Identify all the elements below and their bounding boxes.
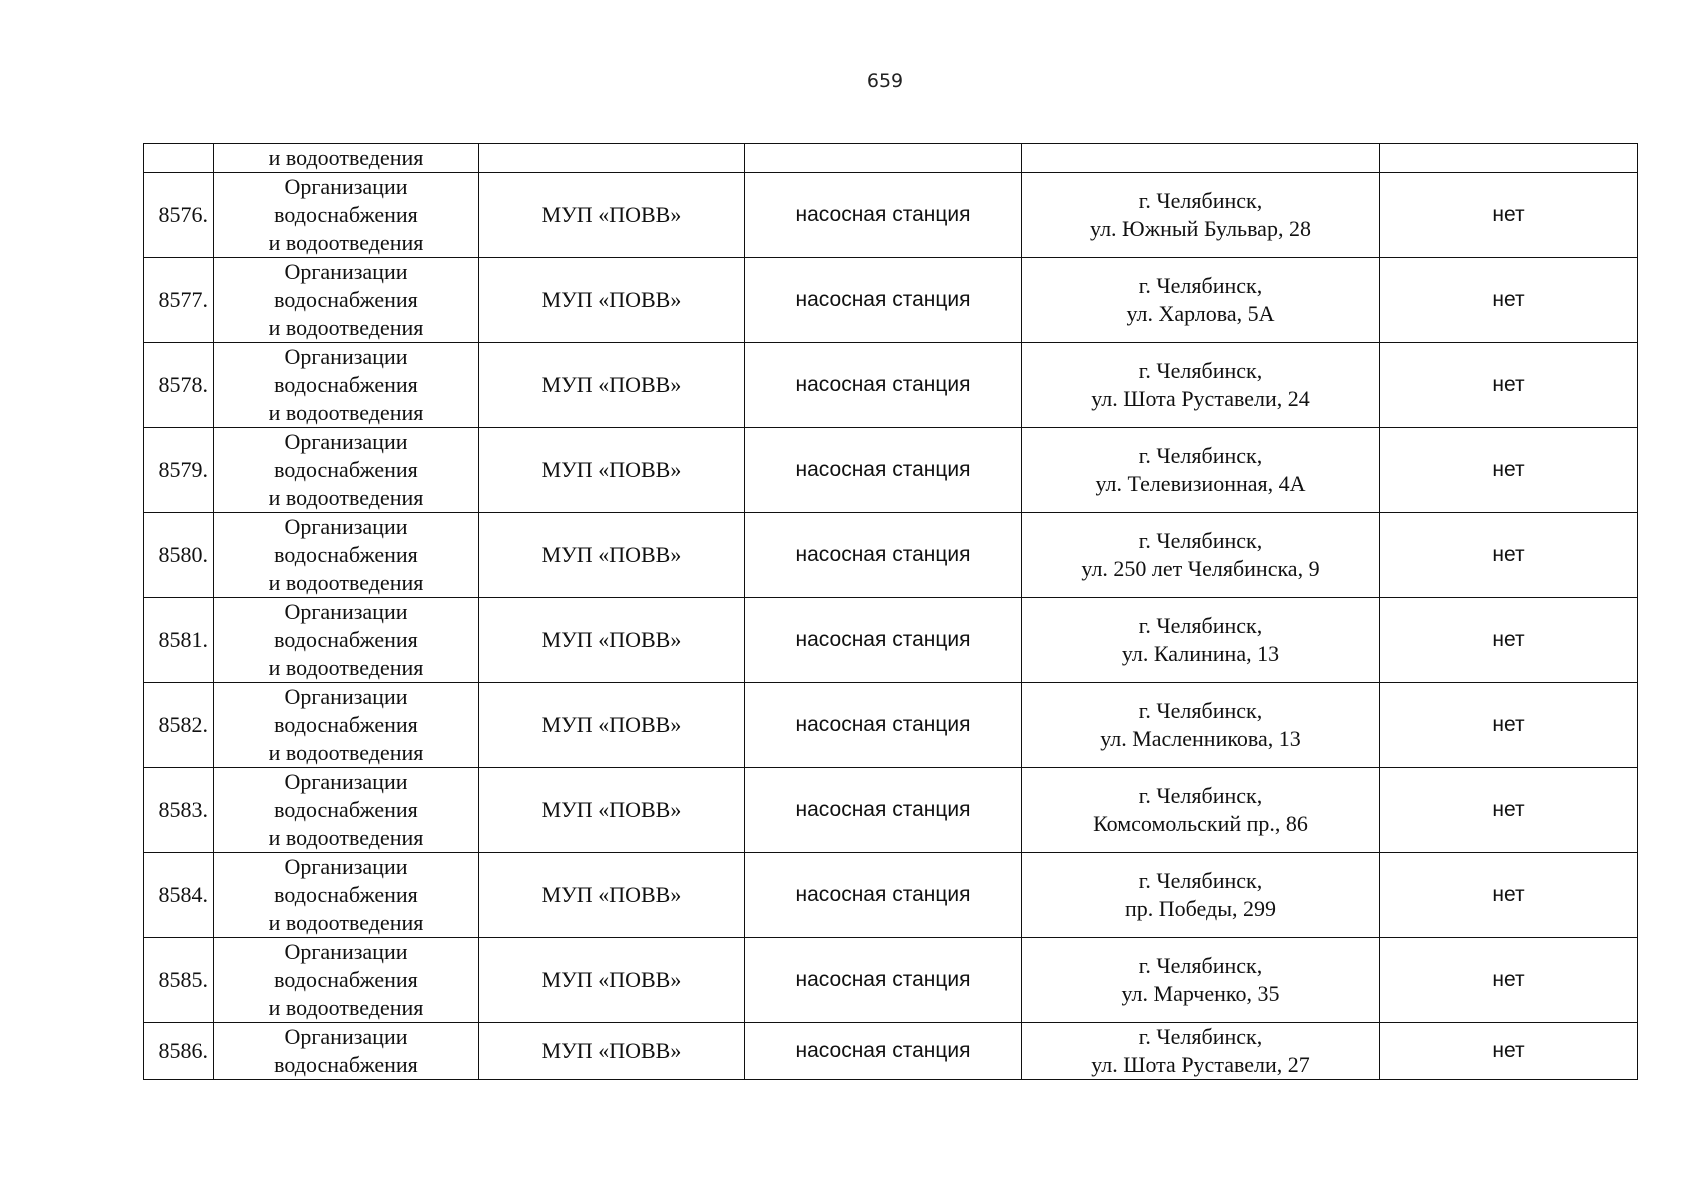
cell-flag: нет xyxy=(1380,683,1638,768)
org-type-line: и водоотведения xyxy=(268,400,424,425)
org-type-line: Организации xyxy=(284,344,408,369)
cell-owner: МУП «ПОВВ» xyxy=(479,768,745,853)
org-type-line: водоснабжения xyxy=(274,457,418,482)
org-type-line: Организации xyxy=(284,684,408,709)
cell-owner: МУП «ПОВВ» xyxy=(479,853,745,938)
table-row xyxy=(144,258,1638,343)
address-line: ул. 250 лет Челябинска, 9 xyxy=(1081,556,1320,581)
address-line: г. Челябинск, xyxy=(1138,698,1263,723)
address-line: г. Челябинск, xyxy=(1138,188,1263,213)
table-row xyxy=(144,938,1638,1023)
address-line: ул. Харлова, 5А xyxy=(1126,301,1275,326)
org-type-line: и водоотведения xyxy=(268,570,424,595)
address-line: ул. Калинина, 13 xyxy=(1121,641,1280,666)
registry-table xyxy=(143,143,1638,1080)
cell-owner: МУП «ПОВВ» xyxy=(479,258,745,343)
cell-number: 8577. xyxy=(144,258,214,343)
table-row xyxy=(144,1023,1638,1080)
org-type-line: и водоотведения xyxy=(268,655,424,680)
cell-flag: нет xyxy=(1380,853,1638,938)
cell-address xyxy=(1022,144,1380,173)
address-line: ул. Шота Руставели, 27 xyxy=(1091,1052,1310,1077)
cell-address xyxy=(1022,853,1380,938)
cell-org-type xyxy=(214,938,479,1023)
cell-number: 8584. xyxy=(144,853,214,938)
cell-object: насосная станция xyxy=(745,513,1022,598)
cell-org-type xyxy=(214,258,479,343)
table-row xyxy=(144,513,1638,598)
cell-address xyxy=(1022,173,1380,258)
cell-object xyxy=(745,144,1022,173)
org-type-line: и водоотведения xyxy=(268,145,424,170)
cell-org-type xyxy=(214,144,479,173)
cell-org-type xyxy=(214,1023,479,1080)
address-line: ул. Южный Бульвар, 28 xyxy=(1090,216,1311,241)
org-type-line: Организации xyxy=(284,769,408,794)
cell-object: насосная станция xyxy=(745,598,1022,683)
table-row xyxy=(144,853,1638,938)
cell-flag: нет xyxy=(1380,173,1638,258)
cell-org-type xyxy=(214,768,479,853)
address-line: г. Челябинск, xyxy=(1138,358,1263,383)
org-type-line: водоснабжения xyxy=(274,1052,418,1077)
cell-object: насосная станция xyxy=(745,683,1022,768)
cell-number: 8582. xyxy=(144,683,214,768)
cell-address xyxy=(1022,258,1380,343)
cell-flag: нет xyxy=(1380,428,1638,513)
cell-org-type xyxy=(214,428,479,513)
address-line: г. Челябинск, xyxy=(1138,613,1263,638)
cell-flag: нет xyxy=(1380,598,1638,683)
cell-owner: МУП «ПОВВ» xyxy=(479,173,745,258)
table-row xyxy=(144,768,1638,853)
cell-object: насосная станция xyxy=(745,173,1022,258)
cell-object: насосная станция xyxy=(745,258,1022,343)
org-type-line: и водоотведения xyxy=(268,825,424,850)
continuation-row xyxy=(144,144,1638,173)
address-line: ул. Марченко, 35 xyxy=(1121,981,1280,1006)
cell-number: 8583. xyxy=(144,768,214,853)
cell-number: 8586. xyxy=(144,1023,214,1080)
cell-org-type xyxy=(214,683,479,768)
cell-number: 8585. xyxy=(144,938,214,1023)
org-type-line: Организации xyxy=(284,429,408,454)
cell-address xyxy=(1022,683,1380,768)
org-type-line: водоснабжения xyxy=(274,202,418,227)
cell-number xyxy=(144,144,214,173)
address-line: г. Челябинск, xyxy=(1138,783,1263,808)
org-type-line: Организации xyxy=(284,854,408,879)
org-type-line: водоснабжения xyxy=(274,712,418,737)
cell-flag: нет xyxy=(1380,513,1638,598)
cell-flag: нет xyxy=(1380,768,1638,853)
cell-object: насосная станция xyxy=(745,768,1022,853)
cell-address xyxy=(1022,428,1380,513)
address-line: ул. Масленникова, 13 xyxy=(1100,726,1301,751)
cell-org-type xyxy=(214,598,479,683)
cell-org-type xyxy=(214,343,479,428)
org-type-line: водоснабжения xyxy=(274,967,418,992)
address-line: г. Челябинск, xyxy=(1138,528,1263,553)
page-number: 659 xyxy=(866,70,904,92)
cell-owner xyxy=(479,144,745,173)
cell-object: насосная станция xyxy=(745,1023,1022,1080)
org-type-line: и водоотведения xyxy=(268,995,424,1020)
cell-number: 8580. xyxy=(144,513,214,598)
address-line: ул. Телевизионная, 4А xyxy=(1095,471,1306,496)
cell-owner: МУП «ПОВВ» xyxy=(479,343,745,428)
cell-owner: МУП «ПОВВ» xyxy=(479,428,745,513)
address-line: г. Челябинск, xyxy=(1138,1024,1263,1049)
cell-number: 8576. xyxy=(144,173,214,258)
org-type-line: водоснабжения xyxy=(274,287,418,312)
cell-flag: нет xyxy=(1380,258,1638,343)
org-type-line: Организации xyxy=(284,939,408,964)
cell-org-type xyxy=(214,853,479,938)
address-line: г. Челябинск, xyxy=(1138,273,1263,298)
cell-flag xyxy=(1380,144,1638,173)
org-type-line: водоснабжения xyxy=(274,542,418,567)
org-type-line: и водоотведения xyxy=(268,485,424,510)
cell-number: 8579. xyxy=(144,428,214,513)
org-type-line: Организации xyxy=(284,514,408,539)
cell-org-type xyxy=(214,173,479,258)
cell-number: 8581. xyxy=(144,598,214,683)
cell-number: 8578. xyxy=(144,343,214,428)
cell-object: насосная станция xyxy=(745,343,1022,428)
org-type-line: водоснабжения xyxy=(274,372,418,397)
org-type-line: водоснабжения xyxy=(274,627,418,652)
cell-address xyxy=(1022,768,1380,853)
org-type-line: и водоотведения xyxy=(268,230,424,255)
org-type-line: Организации xyxy=(284,259,408,284)
address-line: г. Челябинск, xyxy=(1138,953,1263,978)
org-type-line: и водоотведения xyxy=(268,910,424,935)
org-type-line: Организации xyxy=(284,1024,408,1049)
cell-object: насосная станция xyxy=(745,428,1022,513)
cell-flag: нет xyxy=(1380,343,1638,428)
cell-owner: МУП «ПОВВ» xyxy=(479,683,745,768)
address-line: г. Челябинск, xyxy=(1138,443,1263,468)
cell-org-type xyxy=(214,513,479,598)
cell-address xyxy=(1022,513,1380,598)
org-type-line: Организации xyxy=(284,599,408,624)
cell-owner: МУП «ПОВВ» xyxy=(479,598,745,683)
table-row xyxy=(144,173,1638,258)
table-row xyxy=(144,598,1638,683)
address-line: ул. Шота Руставели, 24 xyxy=(1091,386,1310,411)
cell-address xyxy=(1022,598,1380,683)
cell-owner: МУП «ПОВВ» xyxy=(479,1023,745,1080)
cell-object: насосная станция xyxy=(745,938,1022,1023)
address-line: Комсомольский пр., 86 xyxy=(1093,811,1308,836)
address-line: пр. Победы, 299 xyxy=(1124,896,1276,921)
cell-object: насосная станция xyxy=(745,853,1022,938)
org-type-line: водоснабжения xyxy=(274,882,418,907)
org-type-line: и водоотведения xyxy=(268,740,424,765)
cell-owner: МУП «ПОВВ» xyxy=(479,513,745,598)
table-row xyxy=(144,343,1638,428)
cell-address xyxy=(1022,1023,1380,1080)
address-line: г. Челябинск, xyxy=(1138,868,1263,893)
cell-flag: нет xyxy=(1380,1023,1638,1080)
org-type-line: водоснабжения xyxy=(274,797,418,822)
org-type-line: и водоотведения xyxy=(268,315,424,340)
cell-address xyxy=(1022,938,1380,1023)
cell-owner: МУП «ПОВВ» xyxy=(479,938,745,1023)
cell-flag: нет xyxy=(1380,938,1638,1023)
org-type-line: Организации xyxy=(284,174,408,199)
table-row xyxy=(144,428,1638,513)
table-row xyxy=(144,683,1638,768)
cell-address xyxy=(1022,343,1380,428)
